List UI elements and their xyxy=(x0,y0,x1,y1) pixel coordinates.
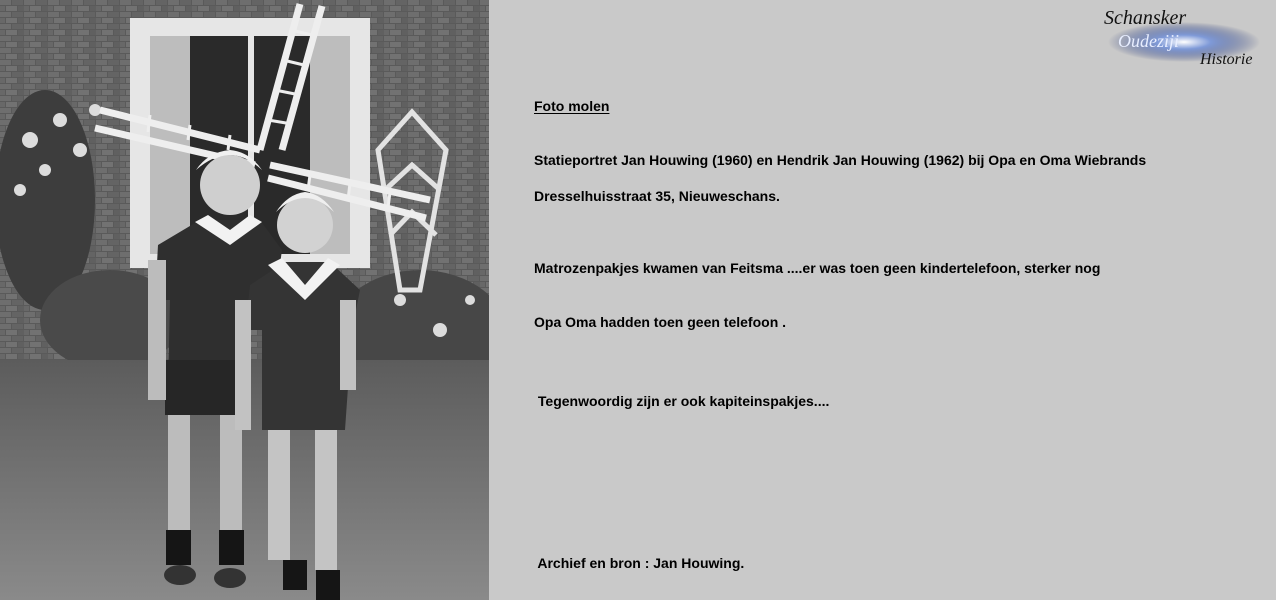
article-title: Foto molen xyxy=(534,98,610,114)
article-line-5: Tegenwoordig zijn er ook kapiteinspakjes.... xyxy=(534,393,830,409)
photo-two-boys-windmill xyxy=(0,0,489,600)
logo-line3: Historie xyxy=(1200,51,1253,68)
logo-line1: Schansker xyxy=(1104,7,1187,29)
logo-line2: Oudeziji xyxy=(1118,31,1179,51)
article-source: Archief en bron : Jan Houwing. xyxy=(534,555,745,571)
article-line-4: Opa Oma hadden toen geen telefoon . xyxy=(534,314,787,330)
article-line-1: Statieportret Jan Houwing (1960) en Hendrik Jan Houwing (1962) bij Opa en Oma Wiebrands xyxy=(534,152,1147,168)
article-line-2: Dresselhuisstraat 35, Nieuweschans. xyxy=(534,188,780,204)
article-line-3: Matrozenpakjes kwamen van Feitsma ....er was toen geen kindertelefoon, sterker nog xyxy=(534,260,1101,276)
schansker-logo xyxy=(1100,2,1272,68)
